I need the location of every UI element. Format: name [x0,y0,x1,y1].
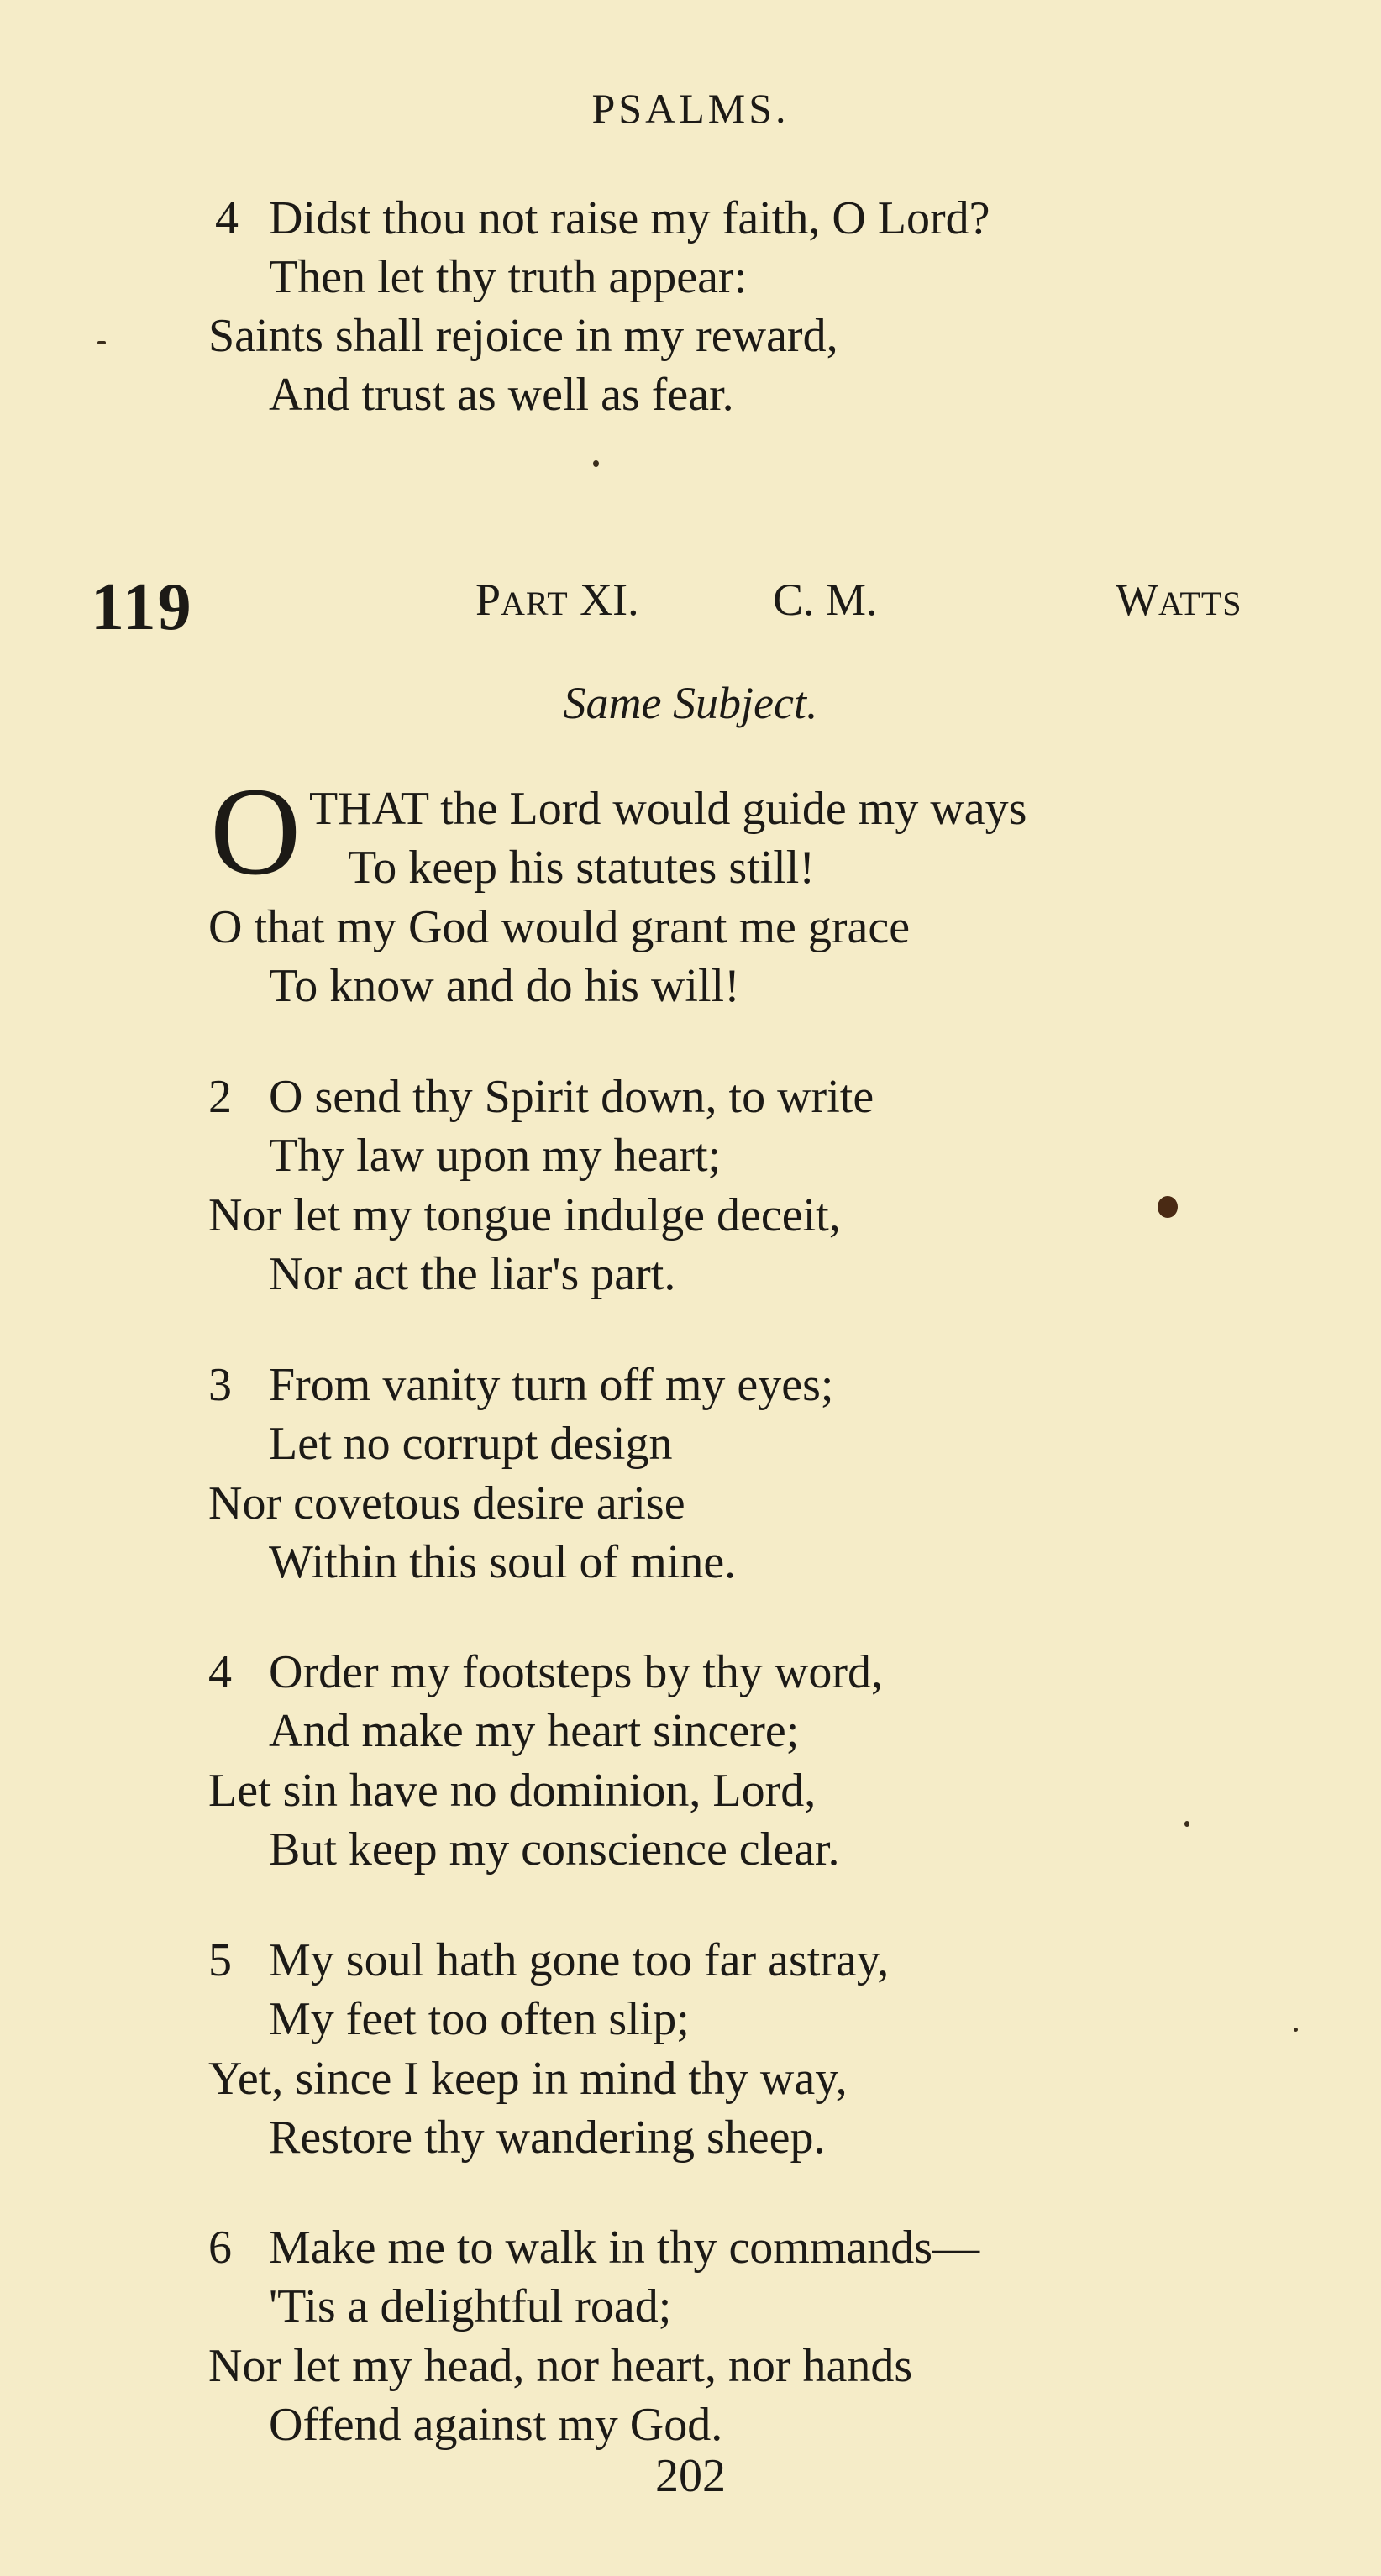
stanza-number: 5 [208,1934,232,1986]
print-speck [1184,1821,1189,1827]
verse-line: My feet too often slip; [269,1993,690,2045]
print-speck [1294,2028,1298,2032]
verse-line: 'Tis a delightful road; [269,2280,672,2332]
verse-line: Let no corrupt design [269,1418,673,1470]
running-title: PSALMS. [591,85,790,132]
verse-line: And make my heart sincere; [269,1705,800,1757]
verse-line: Saints shall rejoice in my reward, [208,310,838,362]
verse-line: Then let thy truth appear: [269,251,748,303]
stanza-number: 6 [208,2222,232,2274]
verse-line: Let sin have no dominion, Lord, [208,1765,817,1817]
verse-line: My soul hath gone too far astray, [269,1934,890,1986]
verse-line: And trust as well as fear. [269,369,734,421]
verse-line: To know and do his will! [269,960,740,1012]
author-label: WATTS [1116,574,1242,625]
stanza-number: 4 [208,1646,232,1698]
verse-line: To keep his statutes still! [348,842,816,894]
stanza-number: 3 [208,1359,232,1411]
verse-line: From vanity turn off my eyes; [269,1359,834,1411]
verse-line: Nor covetous desire arise [208,1477,685,1529]
drop-cap: O [210,762,302,901]
verse-line: THAT the Lord would guide my ways [309,783,1027,835]
stanza-number: 2 [208,1071,232,1123]
verse-line: Nor let my head, nor heart, nor hands [208,2340,913,2392]
verse-line: Restore thy wandering sheep. [269,2112,826,2164]
ink-blot [1158,1196,1178,1218]
verse-line: O that my God would grant me grace [208,901,911,953]
page-number: 202 [655,2450,726,2502]
meter-label: C. M. [773,574,878,625]
verse-line: Yet, since I keep in mind thy way, [208,2053,848,2105]
verse-line: O send thy Spirit down, to write [269,1071,874,1123]
print-speck [593,460,599,467]
verse-line: Order my footsteps by thy word, [269,1646,884,1698]
print-speck [97,341,106,344]
verse-line: Within this soul of mine. [269,1536,737,1588]
hymn-subtitle: Same Subject. [563,678,818,728]
verse-line: Nor act the liar's part. [269,1248,676,1300]
verse-line: Nor let my tongue indulge deceit, [208,1189,841,1241]
verse-line: Thy law upon my heart; [269,1130,722,1182]
verse-line: Didst thou not raise my faith, O Lord? [269,192,990,244]
hymn-number: 119 [91,570,193,644]
verse-line: Make me to walk in thy commands— [269,2222,980,2274]
part-label: PART XI. [475,574,639,625]
verse-line: Offend against my God. [269,2399,723,2451]
stanza-number: 4 [215,192,239,244]
verse-line: But keep my conscience clear. [269,1823,840,1876]
